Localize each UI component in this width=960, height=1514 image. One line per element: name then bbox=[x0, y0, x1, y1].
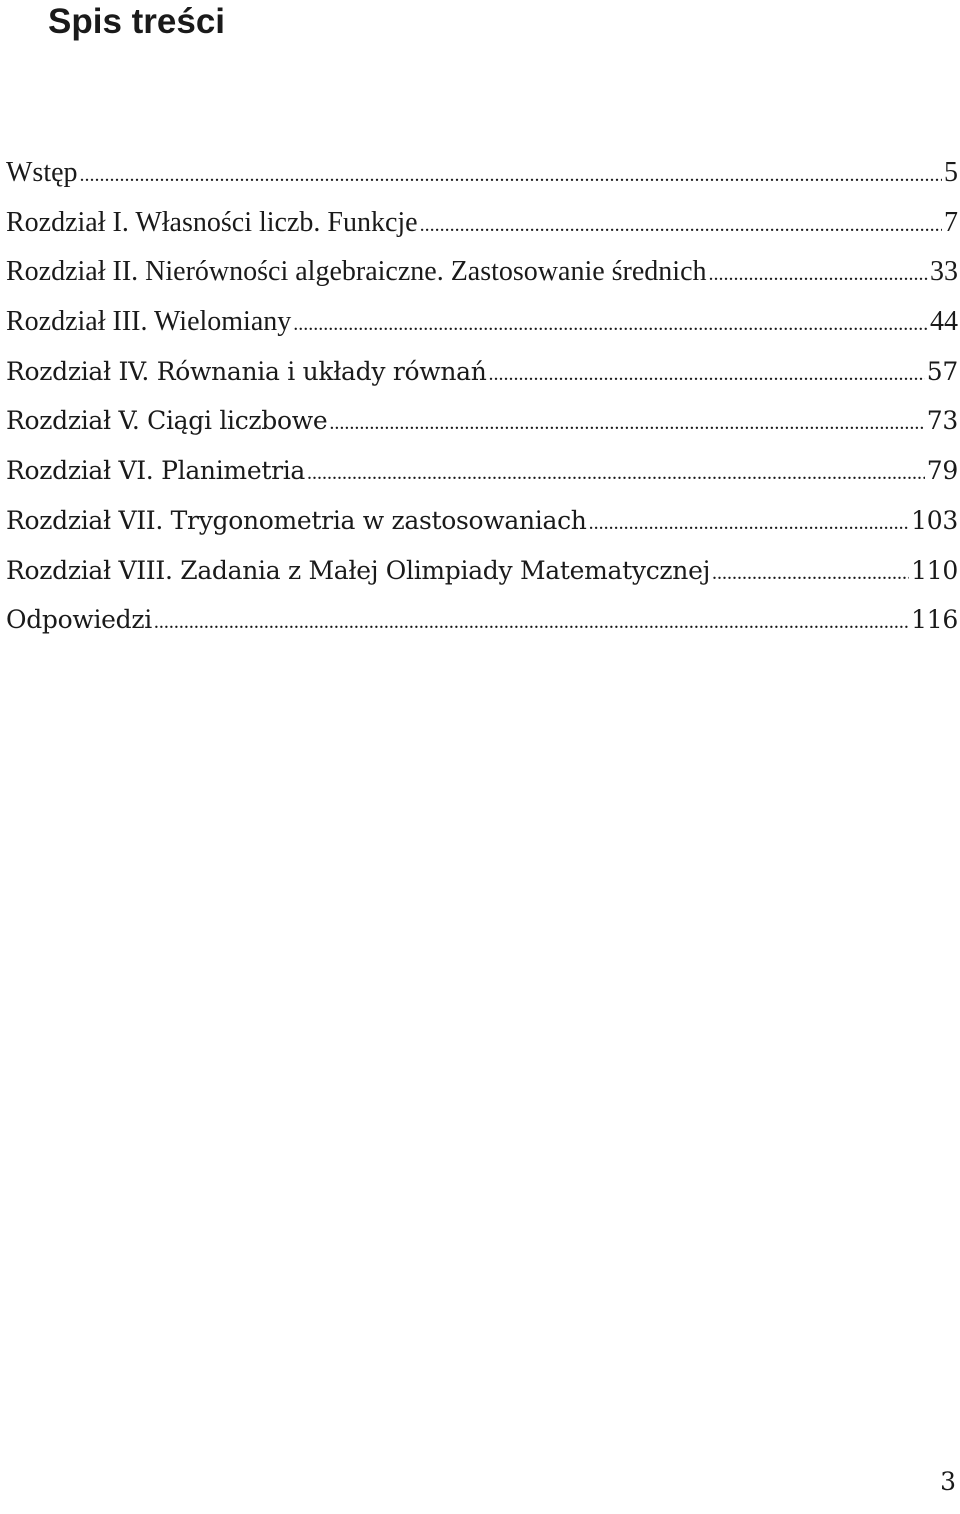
toc-dot-leader bbox=[589, 499, 910, 549]
toc-entry-chapter-7[interactable] bbox=[6, 496, 958, 546]
toc-entry-chapter-6[interactable] bbox=[6, 446, 958, 496]
toc-entry-page: 116 bbox=[911, 605, 958, 635]
table-of-contents bbox=[6, 148, 958, 645]
toc-entry-page: 57 bbox=[926, 356, 958, 386]
toc-entry-page: 44 bbox=[930, 306, 958, 338]
toc-dot-leader bbox=[329, 399, 924, 449]
toc-entry-intro[interactable] bbox=[6, 148, 958, 198]
toc-entry-label: Odpowiedzi bbox=[6, 605, 152, 635]
toc-entry-label: Rozdział IV. Równania i układy równań bbox=[6, 356, 487, 386]
toc-dot-leader bbox=[80, 151, 942, 201]
toc-entry-label: Rozdział I. Własności liczb. Funkcje bbox=[6, 206, 418, 238]
toc-entry-label: Rozdział VI. Planimetria bbox=[6, 456, 306, 486]
page-title: Spis treści bbox=[48, 2, 226, 41]
toc-entry-chapter-4[interactable] bbox=[6, 347, 958, 397]
toc-entry-page: 73 bbox=[926, 406, 958, 436]
toc-entry-page: 33 bbox=[930, 256, 958, 288]
toc-entry-label: Rozdział III. Wielomiany bbox=[6, 306, 292, 338]
toc-entry-label: Rozdział VII. Trygonometria w zastosowaniach bbox=[6, 505, 587, 535]
toc-dot-leader bbox=[489, 350, 925, 400]
toc-entry-page: 79 bbox=[926, 456, 958, 486]
toc-entry-chapter-8[interactable] bbox=[6, 546, 958, 596]
toc-entry-label: Rozdział II. Nierówności algebraiczne. Zastosowanie średnich bbox=[6, 256, 707, 288]
toc-entry-chapter-1[interactable] bbox=[6, 198, 958, 248]
toc-dot-leader bbox=[154, 598, 909, 648]
toc-dot-leader bbox=[307, 449, 925, 499]
toc-entry-chapter-3[interactable] bbox=[6, 297, 958, 347]
toc-dot-leader bbox=[709, 250, 928, 300]
toc-entry-page: 5 bbox=[944, 157, 958, 188]
toc-entry-label: Wstęp bbox=[6, 157, 78, 188]
toc-entry-label: Rozdział V. Ciągi liczbowe bbox=[6, 406, 328, 436]
toc-entry-page: 110 bbox=[911, 555, 958, 585]
toc-entry-page: 7 bbox=[944, 206, 958, 238]
toc-entry-answers[interactable] bbox=[6, 595, 958, 645]
toc-entry-chapter-5[interactable] bbox=[6, 396, 958, 446]
toc-dot-leader bbox=[293, 300, 928, 350]
toc-dot-leader bbox=[712, 549, 909, 599]
toc-entry-chapter-2[interactable] bbox=[6, 247, 958, 297]
toc-entry-page: 103 bbox=[911, 505, 958, 535]
toc-entry-label: Rozdział VIII. Zadania z Małej Olimpiady Matematycznej bbox=[6, 555, 711, 585]
page-number: 3 bbox=[940, 1467, 956, 1496]
toc-dot-leader bbox=[420, 201, 942, 251]
